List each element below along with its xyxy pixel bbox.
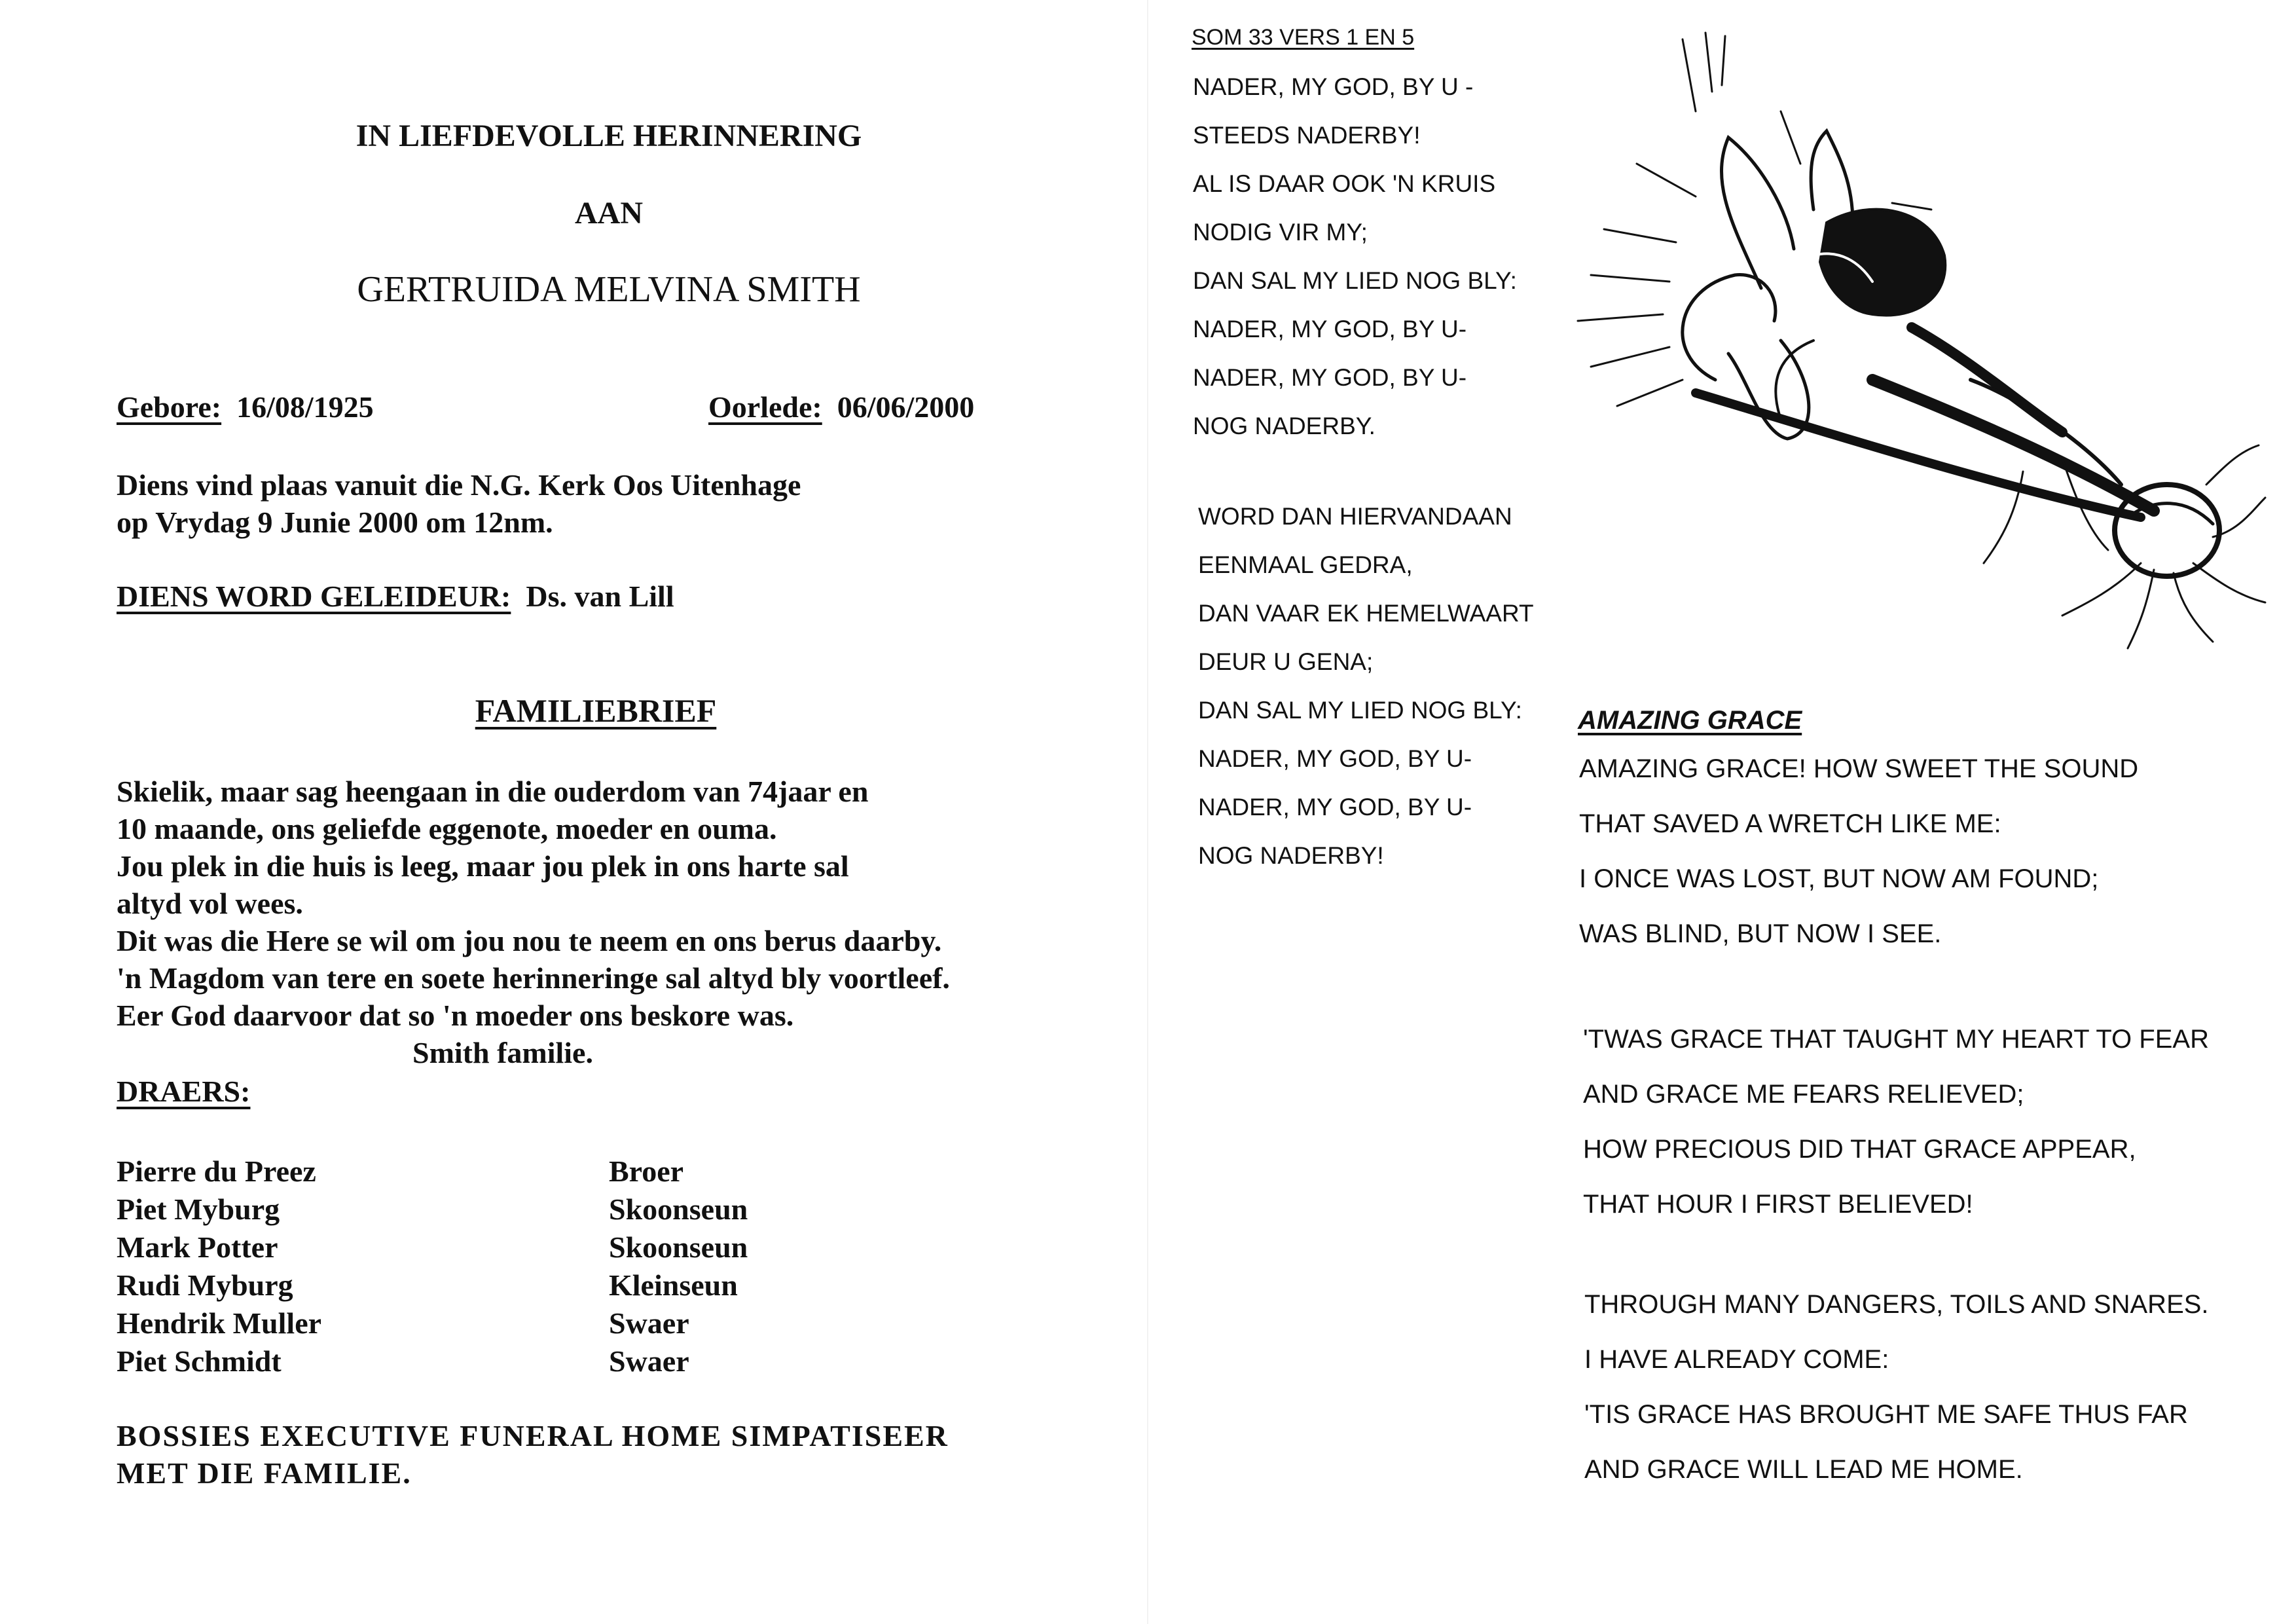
bearer-name: Hendrik Muller bbox=[117, 1306, 322, 1340]
hymn-line: 'TWAS GRACE THAT TAUGHT MY HEART TO FEAR bbox=[1583, 1025, 2209, 1054]
bearer-relation: Swaer bbox=[609, 1306, 689, 1340]
psalm-line: WORD DAN HIERVANDAAN bbox=[1198, 503, 1512, 530]
bearer-name: Mark Potter bbox=[117, 1230, 278, 1264]
hymn-line: THAT SAVED A WRETCH LIKE ME: bbox=[1579, 809, 2001, 838]
daffodil-icon bbox=[1565, 13, 2272, 655]
psalm-verse-1 bbox=[1193, 63, 1517, 451]
hymn-line: AMAZING GRACE! HOW SWEET THE SOUND bbox=[1579, 754, 2139, 783]
letter-line: 10 maande, ons geliefde eggenote, moeder en ouma. bbox=[117, 812, 777, 845]
psalm-line: NADER, MY GOD, BY U - bbox=[1193, 73, 1474, 100]
memorial-heading: IN LIEFDEVOLLE HERINNERING bbox=[355, 119, 862, 153]
letter-line: Jou plek in die huis is leeg, maar jou plek in ons harte sal bbox=[117, 849, 849, 883]
page-fold bbox=[1147, 0, 1148, 1624]
memorial-aan: AAN bbox=[575, 196, 643, 231]
service-leader bbox=[117, 579, 674, 614]
hymn-line: I ONCE WAS LOST, BUT NOW AM FOUND; bbox=[1579, 864, 2099, 893]
psalm-line: NADER, MY GOD, BY U- bbox=[1198, 745, 1472, 772]
psalm-line: STEEDS NADERBY! bbox=[1193, 122, 1421, 149]
psalm-line: DAN VAAR EK HEMELWAART bbox=[1198, 600, 1534, 627]
bearers-title: DRAERS: bbox=[117, 1075, 251, 1108]
psalm-verse-2 bbox=[1198, 492, 1534, 880]
hymn-line: AND GRACE WILL LEAD ME HOME. bbox=[1584, 1455, 2023, 1484]
hymn-verse-1 bbox=[1579, 741, 2138, 961]
hymn-line: HOW PRECIOUS DID THAT GRACE APPEAR, bbox=[1583, 1135, 2136, 1164]
psalm-line: DAN SAL MY LIED NOG BLY: bbox=[1198, 697, 1522, 724]
letter-line: Dit was die Here se wil om jou nou te neem en ons berus daarby. bbox=[117, 924, 942, 957]
funeral-home-line: BOSSIES EXECUTIVE FUNERAL HOME SIMPATISEER bbox=[117, 1419, 949, 1452]
psalm-line: DAN SAL MY LIED NOG BLY: bbox=[1193, 267, 1517, 294]
bearer-name: Pierre du Preez bbox=[117, 1154, 316, 1188]
died-label: Oorlede: bbox=[708, 390, 822, 424]
bearer-relation: Skoonseun bbox=[609, 1192, 748, 1226]
hymn-line: WAS BLIND, BUT NOW I SEE. bbox=[1579, 919, 1942, 948]
psalm-line: NODIG VIR MY; bbox=[1193, 219, 1368, 246]
psalm-line: NADER, MY GOD, BY U- bbox=[1198, 794, 1472, 821]
service-leader-value: Ds. van Lill bbox=[526, 580, 674, 613]
died-value: 06/06/2000 bbox=[837, 390, 975, 424]
hymn-verse-3 bbox=[1584, 1277, 2209, 1497]
died-date bbox=[708, 390, 974, 424]
hymn-line: 'TIS GRACE HAS BROUGHT ME SAFE THUS FAR bbox=[1584, 1400, 2188, 1429]
psalm-line: EENMAAL GEDRA, bbox=[1198, 551, 1413, 578]
bearer-relation: Swaer bbox=[609, 1344, 689, 1378]
psalm-line: NADER, MY GOD, BY U- bbox=[1193, 316, 1467, 342]
service-details bbox=[117, 466, 801, 541]
psalm-line: NADER, MY GOD, BY U- bbox=[1193, 364, 1467, 391]
bearer-row bbox=[117, 1342, 748, 1380]
bearer-name: Rudi Myburg bbox=[117, 1268, 293, 1302]
hymn-line: AND GRACE ME FEARS RELIEVED; bbox=[1583, 1080, 2024, 1109]
service-line: Diens vind plaas vanuit die N.G. Kerk Oos Uitenhage bbox=[117, 468, 801, 502]
bearer-row bbox=[117, 1228, 748, 1266]
funeral-home-line: MET DIE FAMILIE. bbox=[117, 1456, 412, 1490]
bearer-row bbox=[117, 1304, 748, 1342]
family-letter-title: FAMILIEBRIEF bbox=[475, 692, 717, 729]
funeral-home-note bbox=[117, 1417, 949, 1492]
psalm-line: NOG NADERBY! bbox=[1198, 842, 1384, 869]
letter-line: Eer God daarvoor dat so 'n moeder ons beskore was. bbox=[117, 999, 794, 1032]
hymn-line: I HAVE ALREADY COME: bbox=[1584, 1345, 1889, 1374]
letter-line: 'n Magdom van tere en soete herinneringe sal altyd bly voortleef. bbox=[117, 961, 950, 995]
letter-signature: Smith familie. bbox=[412, 1036, 593, 1069]
psalm-line: DEUR U GENA; bbox=[1198, 648, 1374, 675]
letter-line: altyd vol wees. bbox=[117, 887, 303, 920]
bearer-name: Piet Schmidt bbox=[117, 1344, 282, 1378]
hymn-line: THAT HOUR I FIRST BELIEVED! bbox=[1583, 1190, 1973, 1219]
born-date bbox=[117, 390, 374, 424]
bearers-list bbox=[117, 1153, 748, 1380]
letter-line: Skielik, maar sag heengaan in die ouderdom van 74jaar en bbox=[117, 775, 869, 808]
service-leader-label: DIENS WORD GELEIDEUR: bbox=[117, 580, 511, 613]
family-letter-body bbox=[117, 773, 950, 1071]
bearer-row bbox=[117, 1266, 748, 1304]
born-value: 16/08/1925 bbox=[236, 390, 374, 424]
service-line: op Vrydag 9 Junie 2000 om 12nm. bbox=[117, 506, 553, 539]
born-label: Gebore: bbox=[117, 390, 222, 424]
deceased-name: GERTRUIDA MELVINA SMITH bbox=[357, 269, 861, 310]
hymn-line: THROUGH MANY DANGERS, TOILS AND SNARES. bbox=[1584, 1290, 2209, 1319]
bearer-row bbox=[117, 1153, 748, 1190]
psalm-line: AL IS DAAR OOK 'N KRUIS bbox=[1193, 170, 1496, 197]
bearer-relation: Broer bbox=[609, 1154, 684, 1188]
hymn-title: AMAZING GRACE bbox=[1578, 706, 1802, 735]
psalm-line: NOG NADERBY. bbox=[1193, 413, 1376, 439]
hymn-verse-2 bbox=[1583, 1012, 2209, 1232]
bearer-relation: Kleinseun bbox=[609, 1268, 738, 1302]
bearer-row bbox=[117, 1190, 748, 1228]
bearer-name: Piet Myburg bbox=[117, 1192, 280, 1226]
bearer-relation: Skoonseun bbox=[609, 1230, 748, 1264]
psalm-title: SOM 33 VERS 1 EN 5 bbox=[1192, 25, 1415, 50]
